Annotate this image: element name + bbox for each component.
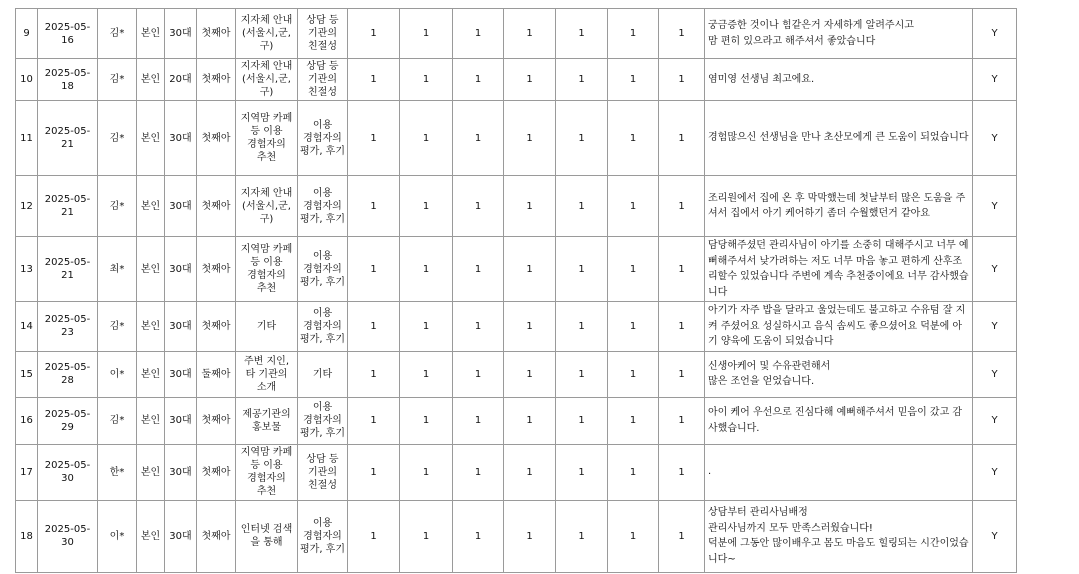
score-cell: 1 (400, 302, 453, 352)
inflow-route: 인터넷 검색 을 통해 (236, 500, 298, 572)
score-cell: 1 (504, 444, 556, 500)
comment-line: 아이 케어 우선으로 진심다해 예뻐해주셔서 믿음이 갔고 감사했습니다. (708, 407, 963, 434)
score-cell: 1 (608, 59, 659, 101)
comment-cell (705, 302, 973, 352)
score-cell: 1 (608, 9, 659, 59)
comment-line: 경험많으신 선생님을 만나 초산모에게 큰 도움이 되었습니다 (708, 132, 969, 144)
score-cell: 1 (659, 237, 705, 302)
birth-order: 첫째아 (197, 397, 236, 444)
score-cell: 1 (453, 351, 504, 397)
score-cell: 1 (608, 444, 659, 500)
score-cell: 1 (659, 59, 705, 101)
birth-order: 첫째아 (197, 500, 236, 572)
score-cell: 1 (348, 101, 400, 176)
respondent-relation: 본인 (137, 176, 165, 237)
score-cell: 1 (400, 351, 453, 397)
comment-cell (705, 59, 973, 101)
score-cell: 1 (453, 176, 504, 237)
score-cell: 1 (400, 59, 453, 101)
consent-flag: Y (973, 302, 1017, 352)
consent-flag: Y (973, 397, 1017, 444)
respondent-relation: 본인 (137, 444, 165, 500)
consent-flag: Y (973, 500, 1017, 572)
score-cell: 1 (556, 101, 608, 176)
selection-reason: 상담 등 기관의 친절성 (298, 9, 348, 59)
survey-table (15, 8, 1017, 573)
respondent-relation: 본인 (137, 59, 165, 101)
age-group: 30대 (165, 101, 197, 176)
selection-reason: 상담 등 기관의 친절성 (298, 444, 348, 500)
comment-line: . (708, 466, 712, 478)
inflow-route: 지자체 안내 (서울시,군, 구) (236, 9, 298, 59)
respondent-relation: 본인 (137, 237, 165, 302)
score-cell: 1 (504, 9, 556, 59)
response-date: 2025-05-30 (38, 444, 98, 500)
row-number: 11 (16, 101, 38, 176)
score-cell: 1 (608, 500, 659, 572)
selection-reason: 상담 등 기관의 친절성 (298, 59, 348, 101)
table-row (16, 302, 1017, 352)
response-date: 2025-05-21 (38, 176, 98, 237)
score-cell: 1 (453, 59, 504, 101)
table-row (16, 9, 1017, 59)
respondent-name: 김* (98, 176, 137, 237)
respondent-relation: 본인 (137, 500, 165, 572)
respondent-name: 이* (98, 351, 137, 397)
birth-order: 첫째아 (197, 444, 236, 500)
respondent-relation: 본인 (137, 351, 165, 397)
score-cell: 1 (556, 351, 608, 397)
score-cell: 1 (608, 302, 659, 352)
table-row (16, 59, 1017, 101)
respondent-name: 이* (98, 500, 137, 572)
score-cell: 1 (556, 302, 608, 352)
birth-order: 둘째아 (197, 351, 236, 397)
respondent-name: 김* (98, 101, 137, 176)
respondent-name: 김* (98, 302, 137, 352)
score-cell: 1 (453, 444, 504, 500)
consent-flag: Y (973, 237, 1017, 302)
score-cell: 1 (348, 176, 400, 237)
comment-cell (705, 101, 973, 176)
score-cell: 1 (504, 176, 556, 237)
table-row (16, 351, 1017, 397)
age-group: 30대 (165, 397, 197, 444)
comment-cell (705, 444, 973, 500)
table-body (16, 9, 1017, 573)
birth-order: 첫째아 (197, 176, 236, 237)
score-cell: 1 (556, 9, 608, 59)
score-cell: 1 (348, 397, 400, 444)
score-cell: 1 (556, 59, 608, 101)
score-cell: 1 (348, 9, 400, 59)
birth-order: 첫째아 (197, 59, 236, 101)
row-number: 13 (16, 237, 38, 302)
score-cell: 1 (400, 101, 453, 176)
score-cell: 1 (504, 351, 556, 397)
table-row (16, 397, 1017, 444)
comment-cell (705, 176, 973, 237)
table-row (16, 176, 1017, 237)
selection-reason: 이용 경험자의 평가, 후기 (298, 237, 348, 302)
comment-line: 아기가 자주 밥을 달라고 울었는데도 불고하고 수유텀 잘 지켜 주셨어요 성실하시고 음식 솜씨도 좋으셨어요 덕분에 아기 양육에 도움이 되었습니다 (708, 305, 966, 347)
score-cell: 1 (348, 302, 400, 352)
score-cell: 1 (453, 9, 504, 59)
age-group: 20대 (165, 59, 197, 101)
score-cell: 1 (504, 237, 556, 302)
age-group: 30대 (165, 237, 197, 302)
inflow-route: 지역맘 카페 등 이용 경험자의 추천 (236, 444, 298, 500)
row-number: 10 (16, 59, 38, 101)
score-cell: 1 (659, 302, 705, 352)
selection-reason: 이용 경험자의 평가, 후기 (298, 101, 348, 176)
score-cell: 1 (556, 500, 608, 572)
score-cell: 1 (608, 351, 659, 397)
score-cell: 1 (504, 101, 556, 176)
response-date: 2025-05-29 (38, 397, 98, 444)
comment-line: 담당해주셨던 관리사님이 아기를 소중히 대해주시고 너무 예뻐해주셔서 낮가려하는 저도 너무 마음 놓고 편하게 산후조리할수 있었습니다 주변에 계속 추천중이에요 너무 감사했습니다 (708, 240, 969, 298)
respondent-name: 최* (98, 237, 137, 302)
score-cell: 1 (608, 237, 659, 302)
respondent-name: 김* (98, 59, 137, 101)
comment-line: 상담부터 관리사님배정 (708, 507, 808, 518)
score-cell: 1 (556, 397, 608, 444)
selection-reason: 이용 경험자의 평가, 후기 (298, 176, 348, 237)
response-date: 2025-05-16 (38, 9, 98, 59)
score-cell: 1 (504, 302, 556, 352)
score-cell: 1 (453, 397, 504, 444)
score-cell: 1 (348, 237, 400, 302)
age-group: 30대 (165, 9, 197, 59)
score-cell: 1 (504, 59, 556, 101)
selection-reason: 이용 경험자의 평가, 후기 (298, 302, 348, 352)
comment-line: 맘 편히 있으라고 해주셔서 좋았습니다 (708, 35, 876, 47)
inflow-route: 주변 지인, 타 기관의 소개 (236, 351, 298, 397)
respondent-name: 김* (98, 9, 137, 59)
respondent-name: 김* (98, 397, 137, 444)
response-date: 2025-05-30 (38, 500, 98, 572)
comment-cell (705, 9, 973, 59)
score-cell: 1 (400, 237, 453, 302)
consent-flag: Y (973, 59, 1017, 101)
comment-line: 신생아케어 및 수유관련해서 (708, 360, 831, 372)
response-date: 2025-05-21 (38, 237, 98, 302)
comment-cell (705, 397, 973, 444)
comment-cell (705, 500, 973, 572)
row-number: 18 (16, 500, 38, 572)
score-cell: 1 (400, 397, 453, 444)
score-cell: 1 (453, 237, 504, 302)
row-number: 12 (16, 176, 38, 237)
score-cell: 1 (400, 9, 453, 59)
consent-flag: Y (973, 444, 1017, 500)
table-row (16, 444, 1017, 500)
row-number: 17 (16, 444, 38, 500)
respondent-relation: 본인 (137, 9, 165, 59)
score-cell: 1 (659, 351, 705, 397)
comment-line: 관리사님까지 모두 만족스러웠습니다! (708, 522, 873, 534)
score-cell: 1 (659, 176, 705, 237)
table-row (16, 500, 1017, 572)
response-date: 2025-05-21 (38, 101, 98, 176)
score-cell: 1 (659, 9, 705, 59)
consent-flag: Y (973, 9, 1017, 59)
consent-flag: Y (973, 351, 1017, 397)
score-cell: 1 (608, 101, 659, 176)
inflow-route: 지자체 안내 (서울시,군, 구) (236, 59, 298, 101)
score-cell: 1 (453, 302, 504, 352)
response-date: 2025-05-23 (38, 302, 98, 352)
inflow-route: 기타 (236, 302, 298, 352)
score-cell: 1 (659, 500, 705, 572)
respondent-name: 한* (98, 444, 137, 500)
inflow-route: 제공기관의 홍보물 (236, 397, 298, 444)
table-row (16, 101, 1017, 176)
age-group: 30대 (165, 444, 197, 500)
selection-reason: 이용 경험자의 평가, 후기 (298, 500, 348, 572)
score-cell: 1 (556, 444, 608, 500)
score-cell: 1 (348, 444, 400, 500)
inflow-route: 지역맘 카페 등 이용 경험자의 추천 (236, 237, 298, 302)
age-group: 30대 (165, 302, 197, 352)
comment-line: 조리원에서 집에 온 후 막막했는데 첫날부터 많은 도움을 주셔서 집에서 아기 케어하기 좀더 수월했던거 같아요 (708, 192, 966, 219)
birth-order: 첫째아 (197, 9, 236, 59)
age-group: 30대 (165, 351, 197, 397)
birth-order: 첫째아 (197, 101, 236, 176)
score-cell: 1 (453, 101, 504, 176)
inflow-route: 지자체 안내 (서울시,군, 구) (236, 176, 298, 237)
row-number: 16 (16, 397, 38, 444)
score-cell: 1 (608, 176, 659, 237)
comment-cell (705, 351, 973, 397)
score-cell: 1 (348, 59, 400, 101)
comment-line: 궁금증한 것이나 힘같은거 자세하게 알려주시고 (708, 20, 914, 31)
score-cell: 1 (556, 176, 608, 237)
score-cell: 1 (608, 397, 659, 444)
selection-reason: 이용 경험자의 평가, 후기 (298, 397, 348, 444)
score-cell: 1 (556, 237, 608, 302)
age-group: 30대 (165, 176, 197, 237)
score-cell: 1 (504, 397, 556, 444)
respondent-relation: 본인 (137, 302, 165, 352)
inflow-route: 지역맘 카페 등 이용 경험자의 추천 (236, 101, 298, 176)
selection-reason: 기타 (298, 351, 348, 397)
consent-flag: Y (973, 176, 1017, 237)
comment-cell (705, 237, 973, 302)
score-cell: 1 (400, 444, 453, 500)
score-cell: 1 (400, 176, 453, 237)
comment-line: 많은 조언을 얻었습니다. (708, 376, 815, 387)
score-cell: 1 (348, 351, 400, 397)
score-cell: 1 (400, 500, 453, 572)
respondent-relation: 본인 (137, 101, 165, 176)
score-cell: 1 (659, 397, 705, 444)
comment-line: 염미영 선생님 최고에요. (708, 73, 815, 85)
table-row (16, 237, 1017, 302)
birth-order: 첫째아 (197, 302, 236, 352)
row-number: 14 (16, 302, 38, 352)
respondent-relation: 본인 (137, 397, 165, 444)
score-cell: 1 (504, 500, 556, 572)
age-group: 30대 (165, 500, 197, 572)
row-number: 15 (16, 351, 38, 397)
score-cell: 1 (659, 101, 705, 176)
birth-order: 첫째아 (197, 237, 236, 302)
row-number: 9 (16, 9, 38, 59)
score-cell: 1 (659, 444, 705, 500)
score-cell: 1 (348, 500, 400, 572)
score-cell: 1 (453, 500, 504, 572)
comment-line: 덕분에 그동안 많이배우고 몸도 마음도 힐링되는 시간이었습니다~ (708, 538, 969, 565)
response-date: 2025-05-18 (38, 59, 98, 101)
consent-flag: Y (973, 101, 1017, 176)
response-date: 2025-05-28 (38, 351, 98, 397)
